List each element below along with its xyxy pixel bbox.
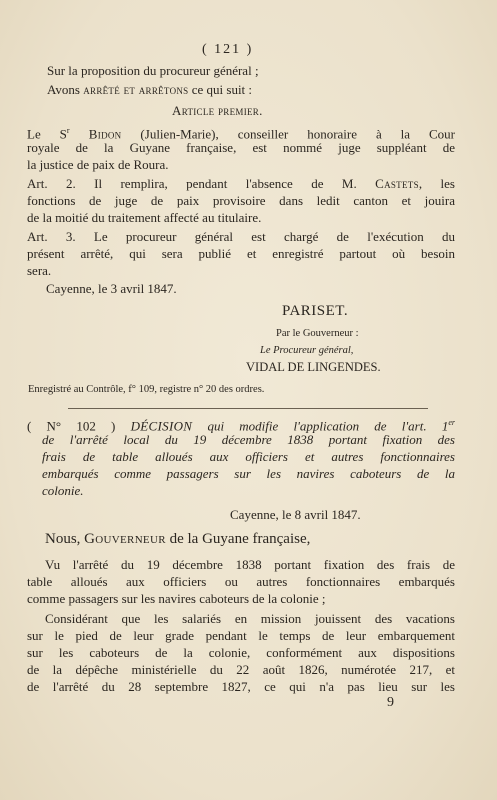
decision-title-line-5: colonie. <box>42 483 84 498</box>
par-le-gouverneur: Par le Gouverneur : <box>276 328 359 339</box>
signature-mark: 9 <box>387 695 394 710</box>
vu-line-1: Vu l'arrêté du 19 décembre 1838 portant fixation des frais de <box>45 557 455 572</box>
intro-line: Sur la proposition du procureur général ; <box>47 63 259 78</box>
considerant-line-2: sur le pied de leur grade pendant le temps de leur embarquement <box>27 628 455 643</box>
nous-gouverneur-line: Nous, Gouverneur de la Guyane française, <box>45 531 311 547</box>
article-1-line-2: royale de la Guyane française, est nommé juge suppléant de <box>27 140 455 155</box>
article-3-line-2: présent arrêté, qui sera publié et enregistré partout où besoin <box>27 246 455 261</box>
avons-arrete-line: Avons arrêté et arrêtons ce qui suit : <box>47 82 253 97</box>
considerant-line-5: de l'arrêté du 28 septembre 1827, ce qui n'a pas lieu sur les <box>27 679 455 694</box>
considerant-line-3: sur les caboteurs de la colonie, conformément aux dispositions <box>27 645 455 660</box>
article-2-line-3: de la moitié du traitement affecté au titulaire. <box>27 210 262 225</box>
signature-pariset: PARISET. <box>282 303 349 319</box>
decision-date: Cayenne, le 8 avril 1847. <box>230 507 361 522</box>
article-3-line-3: sera. <box>27 263 52 278</box>
article-1-line-1: Le $S^r$ Bidon (Julien-Marie), conseiller honoraire à la Cour <box>27 126 455 142</box>
procureur-general-title: Le Procureur général, <box>260 345 354 356</box>
decision-title-line-1: ( N° 102 ) DÉCISION qui modifie l'application de l'art. 1er <box>27 418 455 434</box>
article-2-line-1: Art. 2. Il remplira, pendant l'absence de M. Castets, les <box>27 176 455 191</box>
article-3-line-1: Art. 3. Le procureur général est chargé de l'exécution du <box>27 229 455 244</box>
article-2-line-2: fonctions de juge de paix provisoire dans ledit canton et jouira <box>27 193 455 208</box>
section-divider <box>68 408 428 409</box>
arrete-date: Cayenne, le 3 avril 1847. <box>46 281 177 296</box>
page-number: ( 121 ) <box>202 42 254 57</box>
signature-vidal: VIDAL DE LINGENDES. <box>246 360 381 374</box>
article-1-line-3: la justice de paix de Roura. <box>27 157 169 172</box>
decision-title-line-2: de l'arrêté local du 19 décembre 1838 portant fixation des <box>42 432 455 447</box>
considerant-line-1: Considérant que les salariés en mission jouissent des vacations <box>45 611 455 626</box>
article-premier-heading: Article premier. <box>172 103 263 118</box>
decision-title-line-4: embarqués comme passagers sur les navires caboteurs de la <box>42 466 455 481</box>
vu-line-3: comme passagers sur les navires caboteurs de la colonie ; <box>27 591 326 606</box>
decision-title-line-3: frais de table alloués aux officiers et autres fonctionnaires <box>42 449 455 464</box>
considerant-line-4: de la dépêche ministérielle du 22 août 1826, numérotée 217, et <box>27 662 455 677</box>
vu-line-2: table alloués aux officiers ou autres fonctionnaires embarqués <box>27 574 455 589</box>
registration-note: Enregistré au Contrôle, f° 109, registre n° 20 des ordres. <box>28 384 265 395</box>
